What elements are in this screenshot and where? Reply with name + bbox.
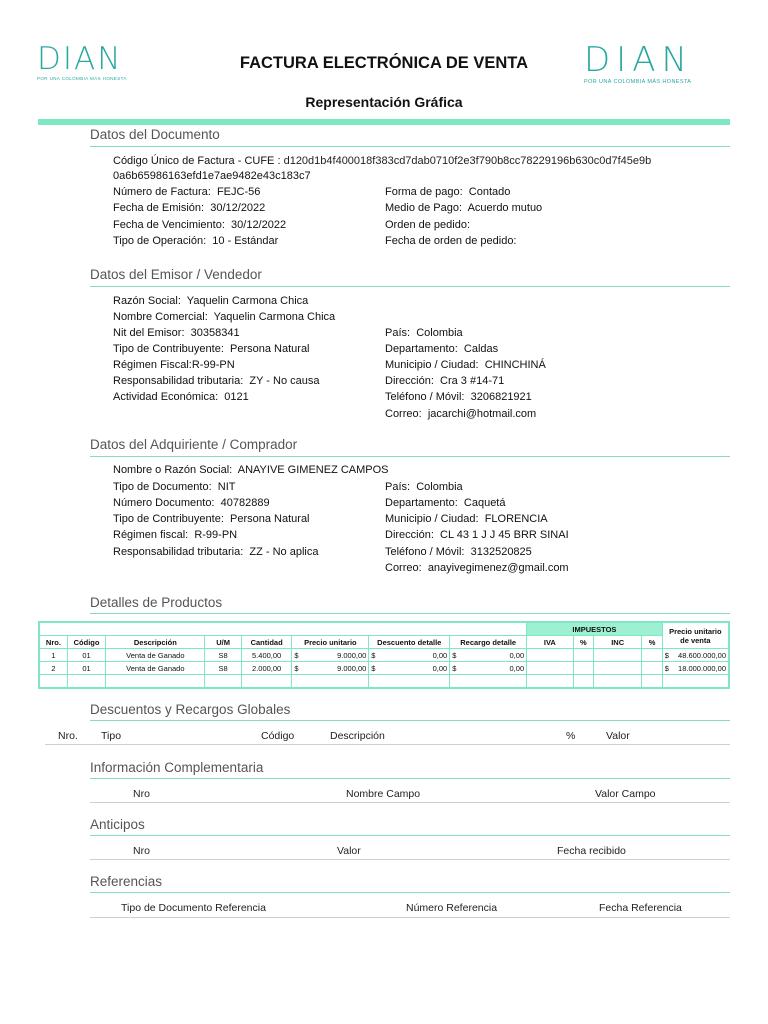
value: 3206821921 xyxy=(470,391,532,403)
table-filler-row xyxy=(39,675,729,689)
label: Tipo de Contribuyente: xyxy=(113,513,224,525)
col-header-codigo: Código xyxy=(261,730,295,742)
value: ANAYIVE GIMENEZ CAMPOS xyxy=(237,464,389,476)
cell-inc-pct xyxy=(642,662,662,675)
dian-logo-right-tagline: POR UNA COLOMBIA MÁS HONESTA xyxy=(584,79,692,85)
col-header-descripcion: Descripción xyxy=(106,636,205,649)
currency: $ xyxy=(452,650,457,660)
label: Dirección: xyxy=(385,529,434,541)
currency: $ xyxy=(294,663,299,673)
label: País: xyxy=(385,327,411,339)
products-table xyxy=(38,621,730,689)
col-header-tipo-documento: Tipo de Documento Referencia xyxy=(121,902,266,914)
value: CHINCHINÁ xyxy=(484,359,546,371)
field-direccion-adq xyxy=(385,529,569,541)
field-municipio-adq xyxy=(385,513,548,525)
col-header-nro: Nro xyxy=(133,788,150,800)
col-header-valor-campo: Valor Campo xyxy=(595,788,656,800)
value: 40782889 xyxy=(220,497,270,509)
amount: 0,00 xyxy=(509,663,525,673)
col-header-valor: Valor xyxy=(337,845,361,857)
label: Número Documento: xyxy=(113,497,215,509)
col-header-fecha-referencia: Fecha Referencia xyxy=(599,902,682,914)
field-orden-pedido: Orden de pedido: xyxy=(385,219,471,231)
cell-descripcion: Venta de Ganado xyxy=(106,649,205,662)
field-correo xyxy=(385,408,536,420)
col-header-pct: % xyxy=(566,730,576,742)
label: Nombre Comercial: xyxy=(113,311,208,323)
cufe-value-2: 0a6b65986163efd1e7ae9482e43c183c7 xyxy=(113,170,311,182)
col-header-recargo: Recargo detalle xyxy=(450,636,527,649)
col-header-iva: IVA xyxy=(527,636,574,649)
label: Nombre o Razón Social: xyxy=(113,464,233,476)
label: Responsabilidad tributaria: xyxy=(113,375,244,387)
section-rule xyxy=(90,146,730,147)
field-actividad xyxy=(113,391,249,403)
section-title-informacion: Información Complementaria xyxy=(90,760,264,775)
currency: $ xyxy=(371,663,376,673)
cell-descuento xyxy=(369,662,450,675)
cell-nro: 2 xyxy=(39,662,67,675)
document-subtitle: Representación Gráfica xyxy=(305,94,463,110)
field-medio-pago xyxy=(385,202,542,214)
field-razon-social xyxy=(113,295,308,307)
table-bottom-line xyxy=(45,744,730,745)
value: anayivegimenez@gmail.com xyxy=(427,562,569,574)
cell-nro: 1 xyxy=(39,649,67,662)
cell-iva xyxy=(527,662,574,675)
table-header-row-top xyxy=(39,622,729,636)
dian-logo-right-text: DIAN xyxy=(584,40,693,80)
field-responsabilidad xyxy=(113,375,319,387)
cell-inc xyxy=(593,649,642,662)
col-header-valor: Valor xyxy=(606,730,630,742)
value: jacarchi@hotmail.com xyxy=(427,408,537,420)
cell-iva-pct xyxy=(573,662,593,675)
field-numero-documento xyxy=(113,497,270,509)
cell-venta xyxy=(662,662,729,675)
label: País: xyxy=(385,481,411,493)
amount: 0,00 xyxy=(432,650,448,660)
value: Acuerdo mutuo xyxy=(467,202,543,214)
field-responsabilidad-adq xyxy=(113,546,318,558)
label: Régimen fiscal: xyxy=(113,529,189,541)
value: ZZ - No aplica xyxy=(249,546,319,558)
value: Persona Natural xyxy=(230,513,310,525)
table-bottom-line xyxy=(90,802,730,803)
cell-precio xyxy=(292,662,369,675)
col-header-cantidad: Cantidad xyxy=(241,636,292,649)
field-nombre-comercial xyxy=(113,311,335,323)
label: Dirección: xyxy=(385,375,434,387)
impuestos-header: IMPUESTOS xyxy=(527,622,663,636)
value: Persona Natural xyxy=(230,343,310,355)
label: Departamento: xyxy=(385,343,458,355)
value: Yaquelin Carmona Chica xyxy=(186,295,309,307)
document-title: FACTURA ELECTRÓNICA DE VENTA xyxy=(239,54,529,72)
currency: $ xyxy=(294,650,299,660)
value: 30358341 xyxy=(190,327,240,339)
value: CL 43 1 J J 45 BRR SINAI xyxy=(440,529,569,541)
col-header-numero-referencia: Número Referencia xyxy=(406,902,498,914)
section-title-descuentos: Descuentos y Recargos Globales xyxy=(90,702,291,717)
field-departamento-adq xyxy=(385,497,505,509)
col-header-tipo: Tipo xyxy=(101,730,122,742)
value: R-99-PN xyxy=(194,529,238,541)
cell-precio xyxy=(292,649,369,662)
section-title-adquiriente: Datos del Adquiriente / Comprador xyxy=(90,437,298,452)
cell-um: S8 xyxy=(205,649,241,662)
field-correo-adq xyxy=(385,562,569,574)
amount: 18.000.000,00 xyxy=(678,663,726,673)
field-municipio xyxy=(385,359,546,371)
table-bottom-line xyxy=(90,859,730,860)
field-pais-adq xyxy=(385,481,463,493)
cell-cantidad: 5.400,00 xyxy=(241,649,292,662)
col-header-um: U/M xyxy=(205,636,241,649)
label: Medio de Pago: xyxy=(385,202,463,214)
precio-venta-header-line1: Precio unitario xyxy=(669,626,722,636)
dian-logo-left-text: DIAN xyxy=(37,41,123,77)
table-bottom-line xyxy=(90,917,730,918)
value: Cra 3 #14-71 xyxy=(440,375,505,387)
amount: 48.600.000,00 xyxy=(678,650,726,660)
label: Forma de pago: xyxy=(385,186,463,198)
field-nit-emisor xyxy=(113,327,240,339)
section-title-documento: Datos del Documento xyxy=(90,127,220,142)
currency: $ xyxy=(452,663,457,673)
col-header-iva-pct: % xyxy=(573,636,593,649)
table-header-row xyxy=(39,636,729,649)
currency: $ xyxy=(371,650,376,660)
value: Colombia xyxy=(416,481,463,493)
col-header-descripcion: Descripción xyxy=(330,730,385,742)
value: 0121 xyxy=(224,391,249,403)
label: Actividad Económica: xyxy=(113,391,219,403)
field-tipo-contribuyente xyxy=(113,343,310,355)
field-telefono xyxy=(385,391,532,403)
label: Fecha de Vencimiento: xyxy=(113,219,225,231)
label: Municipio / Ciudad: xyxy=(385,359,479,371)
value: FLORENCIA xyxy=(484,513,548,525)
field-tipo-operacion xyxy=(113,235,278,247)
value: Caquetá xyxy=(463,497,506,509)
cell-codigo: 01 xyxy=(67,662,105,675)
label: Régimen Fiscal: xyxy=(113,359,192,371)
field-tipo-documento xyxy=(113,481,236,493)
cell-descripcion: Venta de Ganado xyxy=(106,662,205,675)
section-rule xyxy=(90,613,730,614)
value: 30/12/2022 xyxy=(210,202,266,214)
cufe-label: Código Único de Factura - CUFE : xyxy=(113,155,281,167)
currency: $ xyxy=(664,663,669,673)
field-forma-pago xyxy=(385,186,510,198)
label: Fecha de Emisión: xyxy=(113,202,205,214)
currency: $ xyxy=(664,650,669,660)
cell-codigo: 01 xyxy=(67,649,105,662)
col-header-nro: Nro. xyxy=(39,636,67,649)
field-numero-factura xyxy=(113,186,260,198)
label: Tipo de Documento: xyxy=(113,481,212,493)
cufe-value-1: d120d1b4f400018f383cd7dab0710f2e3f790b8cc78229196b630c0d7f45e9b xyxy=(283,155,652,167)
cell-um: S8 xyxy=(205,662,241,675)
cell-cantidad: 2.000,00 xyxy=(241,662,292,675)
value: Contado xyxy=(468,186,511,198)
col-header-nombre-campo: Nombre Campo xyxy=(346,788,421,800)
label: Razón Social: xyxy=(113,295,181,307)
field-tipo-contribuyente-adq xyxy=(113,513,310,525)
value: Caldas xyxy=(463,343,499,355)
field-nombre-adquiriente xyxy=(113,464,389,476)
value: R-99-PN xyxy=(191,359,235,371)
field-departamento xyxy=(385,343,498,355)
section-title-anticipos: Anticipos xyxy=(90,817,145,832)
field-fecha-vencimiento xyxy=(113,219,286,231)
label: Tipo de Operación: xyxy=(113,235,207,247)
section-title-referencias: Referencias xyxy=(90,874,163,889)
cell-iva-pct xyxy=(573,649,593,662)
section-rule xyxy=(90,778,730,779)
field-pais xyxy=(385,327,463,339)
label: Departamento: xyxy=(385,497,458,509)
label: Correo: xyxy=(385,562,422,574)
col-header-precio: Precio unitario xyxy=(292,636,369,649)
col-header-descuento: Descuento detalle xyxy=(369,636,450,649)
section-title-emisor: Datos del Emisor / Vendedor xyxy=(90,267,262,282)
dian-logo-left-tagline: POR UNA COLOMBIA MÁS HONESTA xyxy=(37,76,127,81)
col-header-inc-pct: % xyxy=(642,636,662,649)
cell-recargo xyxy=(450,649,527,662)
label: Correo: xyxy=(385,408,422,420)
value: 10 - Estándar xyxy=(212,235,279,247)
header-spacer xyxy=(39,622,527,636)
table-row xyxy=(39,662,729,675)
amount: 9.000,00 xyxy=(337,663,367,673)
label: Teléfono / Móvil: xyxy=(385,391,465,403)
cell-recargo xyxy=(450,662,527,675)
value: FEJC-56 xyxy=(216,186,261,198)
table-row xyxy=(39,649,729,662)
cufe-line-1 xyxy=(113,155,651,167)
label: Tipo de Contribuyente: xyxy=(113,343,224,355)
field-regimen-adq xyxy=(113,529,237,541)
col-header-nro: Nro xyxy=(133,845,150,857)
value: 30/12/2022 xyxy=(231,219,287,231)
section-rule xyxy=(90,835,730,836)
label: Municipio / Ciudad: xyxy=(385,513,479,525)
header-divider xyxy=(38,119,730,125)
col-header-inc: INC xyxy=(593,636,642,649)
amount: 0,00 xyxy=(509,650,525,660)
value: ZY - No causa xyxy=(249,375,320,387)
field-fecha-orden: Fecha de orden de pedido: xyxy=(385,235,517,247)
label: Teléfono / Móvil: xyxy=(385,546,465,558)
field-direccion xyxy=(385,375,504,387)
value: Colombia xyxy=(416,327,463,339)
amount: 0,00 xyxy=(432,663,448,673)
cell-iva xyxy=(527,649,574,662)
section-rule xyxy=(90,892,730,893)
section-rule xyxy=(90,456,730,457)
precio-venta-header-line2: de venta xyxy=(680,635,711,645)
field-fecha-emision xyxy=(113,202,265,214)
value: Yaquelin Carmona Chica xyxy=(213,311,336,323)
label: Nit del Emisor: xyxy=(113,327,185,339)
precio-venta-header xyxy=(662,622,729,649)
value: NIT xyxy=(217,481,236,493)
section-title-productos: Detalles de Productos xyxy=(90,595,223,610)
field-regimen-fiscal xyxy=(113,359,235,371)
col-header-nro: Nro. xyxy=(58,730,78,742)
cell-venta xyxy=(662,649,729,662)
label: Número de Factura: xyxy=(113,186,211,198)
label: Responsabilidad tributaria: xyxy=(113,546,244,558)
section-rule xyxy=(90,286,730,287)
col-header-codigo: Código xyxy=(67,636,105,649)
cell-descuento xyxy=(369,649,450,662)
col-header-fecha-recibido: Fecha recibido xyxy=(557,845,626,857)
amount: 9.000,00 xyxy=(337,650,367,660)
value: 3132520825 xyxy=(470,546,532,558)
cell-inc xyxy=(593,662,642,675)
section-rule xyxy=(90,720,730,721)
cell-inc-pct xyxy=(642,649,662,662)
field-telefono-adq xyxy=(385,546,532,558)
